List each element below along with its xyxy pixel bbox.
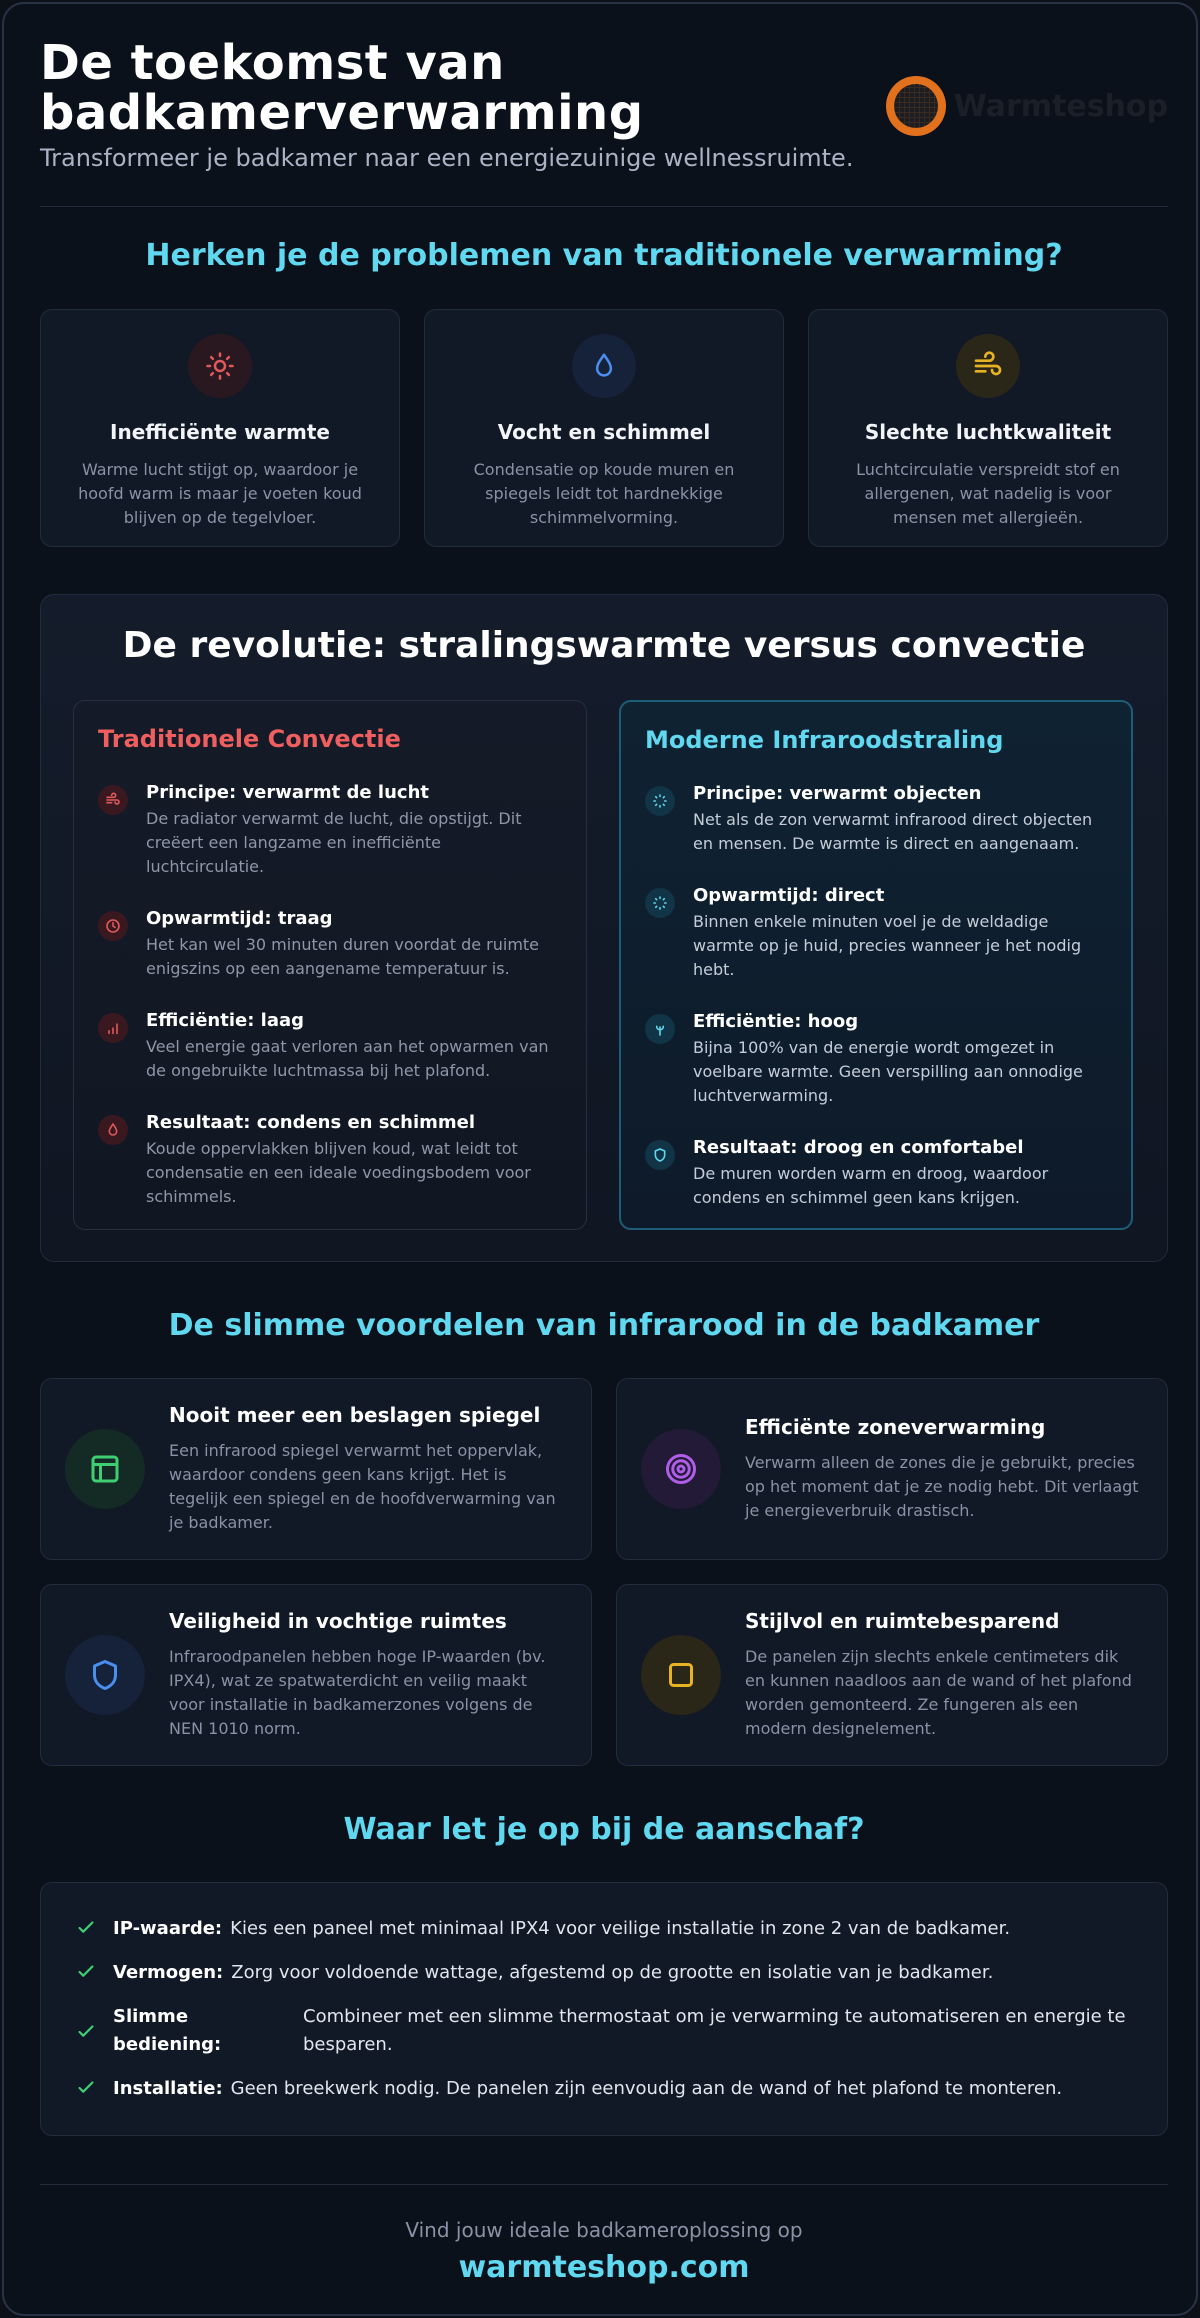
clock-icon [98,911,128,941]
problems-row [40,309,1168,547]
checkmark-icon [75,1917,97,1939]
problem-text: Condensatie op koude muren en spiegels leidt tot hardnekkige schimmelvorming. [473,460,735,527]
shield-icon [645,1140,675,1170]
problem-card [808,309,1168,547]
item-heading: Principe: verwarmt de lucht [146,782,429,803]
convection-item [98,1009,564,1083]
infrared-item [645,1010,1109,1108]
checklist-label: Installatie: [113,2078,223,2099]
footer-divider [40,2184,1168,2185]
benefit-card [40,1584,592,1766]
benefit-text: De panelen zijn slechts enkele centimeters dik en kunnen naadloos aan de wand of het plafond worden gemonteerd. Ze fungeren als een modern designelement. [745,1647,1132,1738]
item-heading: Resultaat: droog en comfortabel [693,1137,1024,1158]
comparison-heading: De revolutie: stralingswarmte versus convectie [122,625,1086,666]
item-text: De muren worden warm en droog, waardoor condens en schimmel geen kans krijgen. [693,1164,1049,1207]
item-heading: Efficiëntie: laag [146,1010,305,1031]
infographic-frame [2,2,1198,2316]
item-heading: Opwarmtijd: direct [693,885,885,906]
checklist [40,1882,1168,2136]
checkmark-icon [75,2077,97,2099]
benefit-title: Stijlvol en ruimtebesparend [745,1609,1060,1633]
infrared-item [645,1136,1109,1210]
problem-text: Luchtcirculatie verspreidt stof en allergenen, wat nadelig is voor mensen met allergieën. [856,460,1120,527]
checkmark-icon [75,1961,97,1983]
problem-card [40,309,400,547]
checklist-text: Geen breekwerk nodig. De panelen zijn eenvoudig aan de wand of het plafond te monteren. [230,2078,1063,2099]
benefit-title: Nooit meer een beslagen spiegel [169,1403,541,1427]
checklist-text: Kies een paneel met minimaal IPX4 voor veilige installatie in zone 2 van de badkamer. [230,1918,1011,1939]
benefit-title: Veiligheid in vochtige ruimtes [169,1609,507,1633]
item-text: Het kan wel 30 minuten duren voordat de ruimte enigszins op een aangename temperatuur is. [146,935,540,978]
brand-logo-icon [886,76,946,136]
benefits-heading: De slimme voordelen van infrarood in de badkamer [168,1308,1040,1343]
convection-item [98,907,564,981]
water-drop-icon [572,334,636,398]
footer-link[interactable]: warmteshop.com [458,2250,750,2285]
brand [886,76,1168,136]
item-text: Veel energie gaat verloren aan het opwarmen van de ongebruikte luchtmassa bij het plafond. [146,1037,549,1080]
convection-column [73,700,587,1230]
checklist-label: Slimme bediening: [113,2006,222,2055]
checklist-text: Combineer met een slimme thermostaat om je verwarming te automatiseren en energie te besparen. [303,2006,1126,2055]
page-subtitle: Transformeer je badkamer naar een energiezuinige wellnessruimte. [40,144,854,172]
water-drop-icon [98,1115,128,1145]
checklist-text: Zorg voor voldoende wattage, afgestemd op de grootte en isolatie van je badkamer. [231,1962,994,1983]
checklist-label: IP-waarde: [113,1918,223,1939]
item-heading: Opwarmtijd: traag [146,908,333,929]
item-text: Bijna 100% van de energie wordt omgezet in voelbare warmte. Geen verspilling aan onnodige luchtverwarming. [693,1038,1083,1105]
checklist-heading: Waar let je op bij de aanschaf? [343,1812,865,1847]
item-heading: Resultaat: condens en schimmel [146,1112,476,1133]
page-title: De toekomst van badkamerverwarming [40,35,644,141]
item-heading: Principe: verwarmt objecten [693,783,982,804]
checklist-item [75,1959,1137,1987]
checklist-item [75,2003,1137,2059]
benefit-text: Verwarm alleen de zones die je gebruikt, precies op het moment dat je ze nodig hebt. Dit verlaagt je energieverbruik drastisch. [745,1453,1139,1520]
problems-heading: Herken je de problemen van traditionele verwarming? [145,238,1063,273]
problem-title: Inefficiënte warmte [110,420,330,444]
wind-icon [956,334,1020,398]
problem-title: Slechte luchtkwaliteit [864,420,1112,444]
sun-icon [188,334,252,398]
convection-item [98,1111,564,1209]
header [40,35,1168,188]
benefit-text: Een infrarood spiegel verwarmt het oppervlak, waardoor condens geen kans krijgt. Het is tegelijk een spiegel en de hoofdverwarming van je badkamer. [169,1441,556,1532]
infrared-item [645,884,1109,982]
benefit-card [40,1378,592,1560]
bar-chart-icon [98,1013,128,1043]
benefit-text: Infraroodpanelen hebben hoge IP-waarden (bv. IPX4), wat ze spatwaterdicht en veilig maakt voor installatie in badkamerzones volgens de NEN 1010 norm. [169,1647,546,1738]
checkmark-icon [75,2021,97,2043]
problem-text: Warme lucht stijgt op, waardoor je hoofd warm is maar je voeten koud blijven op de tegelvloer. [78,460,362,527]
radiate-icon [645,786,675,816]
convection-item [98,781,564,879]
problem-card [424,309,784,547]
footer-text: Vind jouw ideale badkameroplossing op [405,2218,803,2242]
infrared-item [645,782,1109,856]
checklist-label: Vermogen: [113,1962,224,1983]
plant-icon [645,1014,675,1044]
convection-title: Traditionele Convectie [98,725,401,753]
brand-name: Warmteshop [953,88,1168,124]
target-icon [641,1429,721,1509]
item-text: Koude oppervlakken blijven koud, wat leidt tot condensatie en een ideale voedingsbodem voor schimmels. [146,1139,531,1206]
benefit-title: Efficiënte zoneverwarming [745,1415,1046,1439]
square-panel-icon [641,1635,721,1715]
checklist-item [75,1915,1137,1943]
item-text: Binnen enkele minuten voel je de weldadige warmte op je huid, precies wanneer je het nodig hebt. [693,912,1082,979]
item-text: De radiator verwarmt de lucht, die opstijgt. Dit creëert een langzame en inefficiënte luchtcirculatie. [146,809,522,876]
problem-title: Vocht en schimmel [497,420,711,444]
item-text: Net als de zon verwarmt infrarood direct objecten en mensen. De warmte is direct en aangenaam. [693,810,1093,853]
wind-icon [98,785,128,815]
benefit-card [616,1378,1168,1560]
mirror-panel-icon [65,1429,145,1509]
infrared-title: Moderne Infraroodstraling [645,726,1004,754]
radiate-icon [645,888,675,918]
checklist-item [75,2075,1137,2103]
benefit-card [616,1584,1168,1766]
shield-icon [65,1635,145,1715]
header-divider [40,206,1168,207]
item-heading: Efficiëntie: hoog [693,1011,859,1032]
comparison-section [40,594,1168,1262]
infrared-column [619,700,1133,1230]
